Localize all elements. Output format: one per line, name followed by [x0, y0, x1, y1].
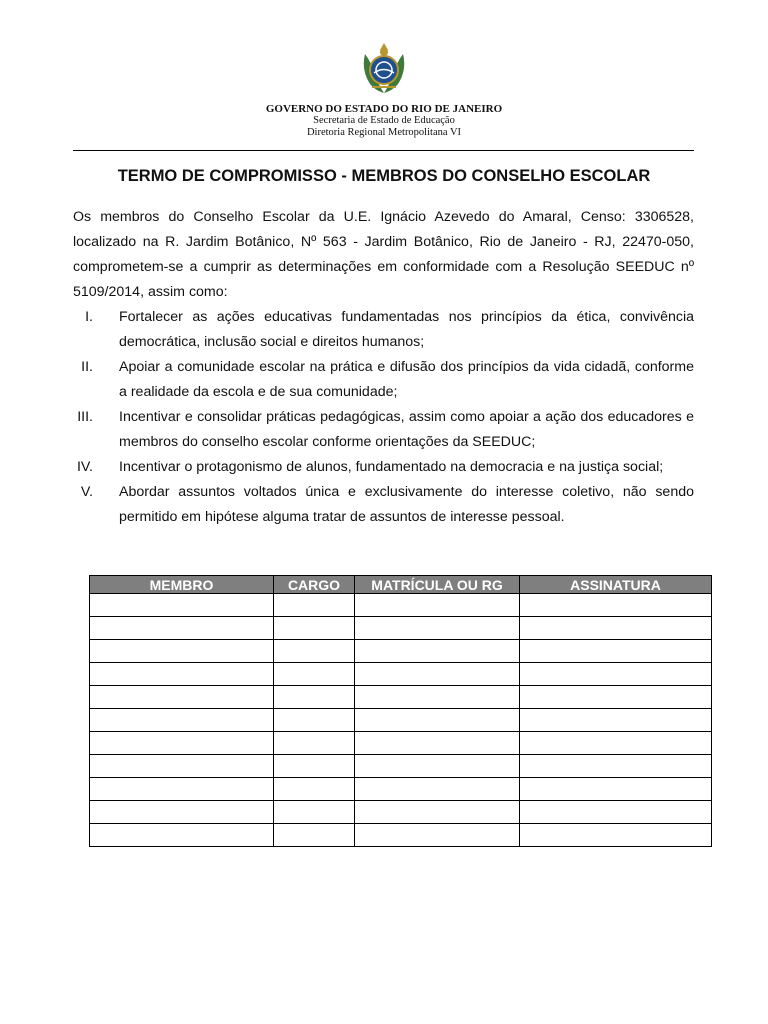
- assinatura-cell[interactable]: [520, 801, 712, 824]
- matricula-cell[interactable]: [355, 801, 520, 824]
- letterhead: [0, 103, 768, 139]
- intro-paragraph: Os membros do Conselho Escolar da U.E. Ignácio Azevedo do Amaral, Censo: 3306528, localizado na R. Jardim Botânico, Nº 563 - Jardim Botânico, Rio de Janeiro - RJ, 22470-050, comprometem-se a cumprir as determinações em conformidade com a Resolução SEEDUC nº 5109/2014, assim como:: [73, 209, 694, 300]
- matricula-cell[interactable]: [355, 663, 520, 686]
- membro-cell[interactable]: [90, 732, 274, 755]
- table-row: [90, 778, 712, 801]
- matricula-cell[interactable]: [355, 824, 520, 847]
- table-row: [90, 709, 712, 732]
- assinatura-cell[interactable]: [520, 594, 712, 617]
- assinatura-cell[interactable]: [520, 778, 712, 801]
- membro-cell[interactable]: [90, 801, 274, 824]
- table-row: [90, 686, 712, 709]
- item-number: III.: [77, 409, 93, 425]
- item-number: V.: [80, 484, 93, 500]
- table-header-row: [90, 576, 712, 594]
- column-header-matricula: MATRÍCULA OU RG: [355, 576, 520, 594]
- membro-cell[interactable]: [90, 594, 274, 617]
- assinatura-cell[interactable]: [520, 663, 712, 686]
- assinatura-cell[interactable]: [520, 617, 712, 640]
- list-item: [73, 405, 694, 455]
- column-header-membro: MEMBRO: [90, 576, 274, 594]
- column-header-cargo: CARGO: [274, 576, 355, 594]
- table-row: [90, 732, 712, 755]
- matricula-cell[interactable]: [355, 709, 520, 732]
- column-header-assinatura: ASSINATURA: [520, 576, 712, 594]
- cargo-cell[interactable]: [274, 824, 355, 847]
- table-row: [90, 663, 712, 686]
- cargo-cell[interactable]: [274, 801, 355, 824]
- item-number: I.: [85, 309, 93, 325]
- table-row: [90, 755, 712, 778]
- list-item: [73, 355, 694, 405]
- members-signature-table: [89, 575, 712, 847]
- membro-cell[interactable]: [90, 640, 274, 663]
- assinatura-cell[interactable]: [520, 709, 712, 732]
- matricula-cell[interactable]: [355, 732, 520, 755]
- cargo-cell[interactable]: [274, 594, 355, 617]
- list-item: [73, 305, 694, 355]
- regional-directorate: Diretoria Regional Metropolitana VI: [306, 127, 462, 138]
- item-number: IV.: [76, 459, 93, 475]
- assinatura-cell[interactable]: [520, 686, 712, 709]
- assinatura-cell[interactable]: [520, 640, 712, 663]
- assinatura-cell[interactable]: [520, 755, 712, 778]
- cargo-cell[interactable]: [274, 686, 355, 709]
- cargo-cell[interactable]: [274, 755, 355, 778]
- commitment-list: [73, 305, 694, 530]
- cargo-cell[interactable]: [274, 663, 355, 686]
- cargo-cell[interactable]: [274, 709, 355, 732]
- item-number: II.: [81, 359, 93, 375]
- membro-cell[interactable]: [90, 663, 274, 686]
- matricula-cell[interactable]: [355, 617, 520, 640]
- assinatura-cell[interactable]: [520, 824, 712, 847]
- assinatura-cell[interactable]: [520, 732, 712, 755]
- membro-cell[interactable]: [90, 778, 274, 801]
- government-name: GOVERNO DO ESTADO DO RIO DE JANEIRO: [265, 103, 503, 115]
- membro-cell[interactable]: [90, 617, 274, 640]
- table-row: [90, 594, 712, 617]
- table-body: [90, 594, 712, 847]
- item-text: Fortalecer as ações educativas fundamentadas nos princípios da ética, convivência democrática, inclusão social e direitos humanos;: [119, 309, 694, 350]
- list-item: [73, 480, 694, 530]
- cargo-cell[interactable]: [274, 617, 355, 640]
- list-item: [73, 455, 694, 480]
- item-text: Abordar assuntos voltados única e exclusivamente do interesse coletivo, não sendo permitido em hipótese alguma tratar de assuntos de interesse pessoal.: [119, 484, 694, 525]
- membro-cell[interactable]: [90, 686, 274, 709]
- header-divider: [73, 150, 694, 151]
- document-title: TERMO DE COMPROMISSO - MEMBROS DO CONSELHO ESCOLAR: [117, 167, 651, 185]
- matricula-cell[interactable]: [355, 594, 520, 617]
- matricula-cell[interactable]: [355, 778, 520, 801]
- table-row: [90, 824, 712, 847]
- table-row: [90, 617, 712, 640]
- cargo-cell[interactable]: [274, 778, 355, 801]
- cargo-cell[interactable]: [274, 640, 355, 663]
- item-text: Incentivar e consolidar práticas pedagógicas, assim como apoiar a ação dos educadores e membros do conselho escolar conforme orientações da SEEDUC;: [119, 409, 694, 450]
- matricula-cell[interactable]: [355, 755, 520, 778]
- membro-cell[interactable]: [90, 709, 274, 732]
- secretariat-name: Secretaria de Estado de Educação: [313, 115, 455, 126]
- coat-of-arms-icon: [358, 40, 410, 96]
- item-text: Incentivar o protagonismo de alunos, fundamentado na democracia e na justiça social;: [119, 459, 664, 475]
- table-row: [90, 640, 712, 663]
- matricula-cell[interactable]: [355, 640, 520, 663]
- membro-cell[interactable]: [90, 755, 274, 778]
- matricula-cell[interactable]: [355, 686, 520, 709]
- table-row: [90, 801, 712, 824]
- cargo-cell[interactable]: [274, 732, 355, 755]
- item-text: Apoiar a comunidade escolar na prática e difusão dos princípios da vida cidadã, conforme a realidade da escola e de sua comunidade;: [119, 359, 694, 400]
- membro-cell[interactable]: [90, 824, 274, 847]
